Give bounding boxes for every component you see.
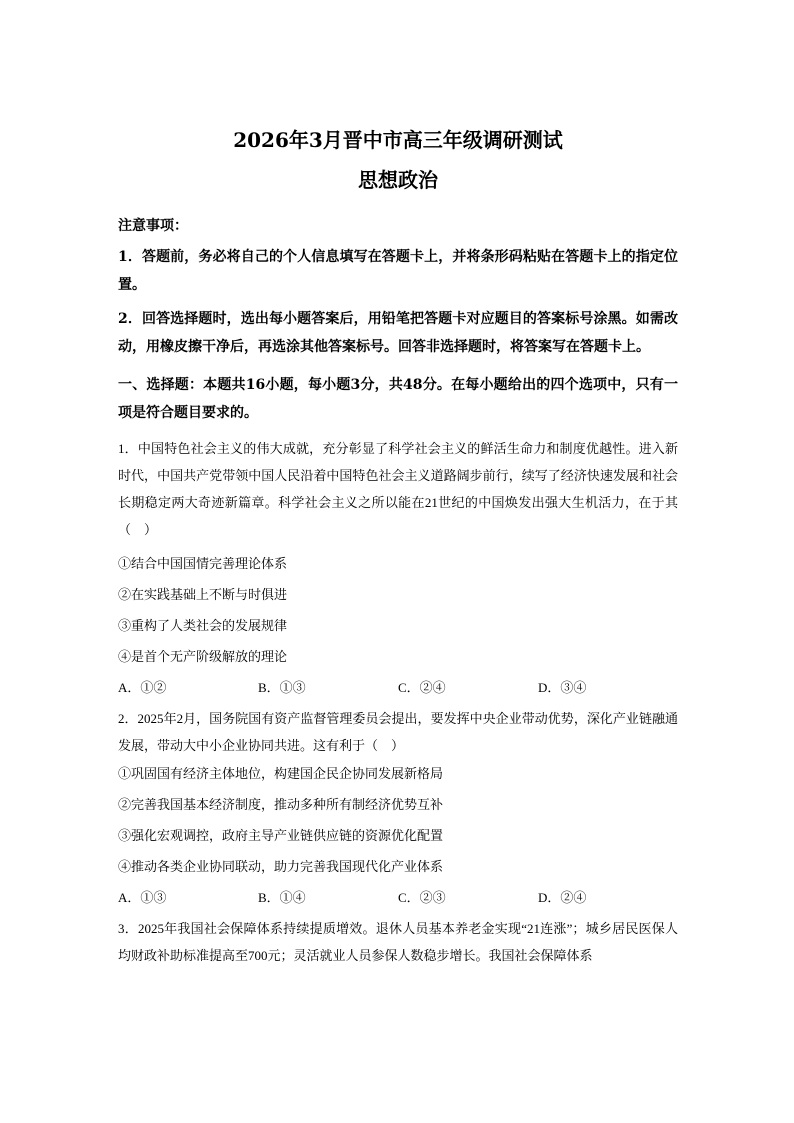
exam-title: 2026年3月晋中市高三年级调研测试 <box>233 128 563 152</box>
statement-option: ①巩固国有经济主体地位，构建国企民企协同发展新格局 <box>118 766 444 781</box>
section-heading: 一、选择题：本题共16小题，每小题3分，共48分。在每小题给出的四个选项中，只有一项是符合题目要求的。 <box>118 377 678 421</box>
answer-choice-d: D．②④ <box>538 890 587 905</box>
answer-choice-b: B．①④ <box>258 890 306 905</box>
answer-choice-a: A．①② <box>118 680 167 695</box>
answer-choice-b: B．①③ <box>258 680 306 695</box>
question-1 <box>118 435 678 699</box>
statement-option: ④推动各类企业协同联动，助力完善我国现代化产业体系 <box>118 859 444 874</box>
question-3 <box>118 915 678 969</box>
answer-choices <box>118 887 678 909</box>
question-stem: 3．2025年我国社会保障体系持续提质增效。退休人员基本养老金实现“21连涨”；城乡居民医保人均财政补助标准提高至700元；灵活就业人员参保人数稳步增长。我国社会保障体系 <box>118 921 678 963</box>
statement-option: ②在实践基础上不断与时俱进 <box>118 587 288 602</box>
notice-heading: 注意事项： <box>118 218 188 234</box>
question-2 <box>118 705 678 909</box>
statement-option: ①结合中国国情完善理论体系 <box>118 556 288 571</box>
statement-option: ④是首个无产阶级解放的理论 <box>118 649 288 664</box>
exam-subject: 思想政治 <box>358 168 438 192</box>
answer-choice-d: D．③④ <box>538 680 587 695</box>
notice-item-2: 2．回答选择题时，选出每小题答案后，用铅笔把答题卡对应题目的答案标号涂黑。如需改动，用橡皮擦干净后，再选涂其他答案标号。回答非选择题时，将答案写在答题卡上。 <box>118 311 678 355</box>
statement-option: ②完善我国基本经济制度，推动多种所有制经济优势互补 <box>118 797 444 812</box>
statement-option: ③重构了人类社会的发展规律 <box>118 618 288 633</box>
answer-choices <box>118 677 678 699</box>
statement-option: ③强化宏观调控，政府主导产业链供应链的资源优化配置 <box>118 828 444 843</box>
answer-choice-a: A．①③ <box>118 890 167 905</box>
answer-choice-c: C．②③ <box>398 890 446 905</box>
exam-page <box>118 125 678 969</box>
answer-choice-c: C．②④ <box>398 680 446 695</box>
question-stem: 2．2025年2月，国务院国有资产监督管理委员会提出，要发挥中央企业带动优势，深化产业链融通发展，带动大中小企业协同共进。这有利于（ ） <box>118 711 678 753</box>
notice-item-1: 1．答题前，务必将自己的个人信息填写在答题卡上，并将条形码粘贴在答题卡上的指定位置。 <box>118 249 678 293</box>
question-stem: 1．中国特色社会主义的伟大成就，充分彰显了科学社会主义的鲜活生命力和制度优越性。进入新时代，中国共产党带领中国人民沿着中国特色社会主义道路阔步前行，续写了经济快速发展和社会长期稳定两大奇迹新篇章。科学社会主义之所以能在21世纪的中国焕发出强大生机活力，在于其（ ） <box>118 441 678 537</box>
